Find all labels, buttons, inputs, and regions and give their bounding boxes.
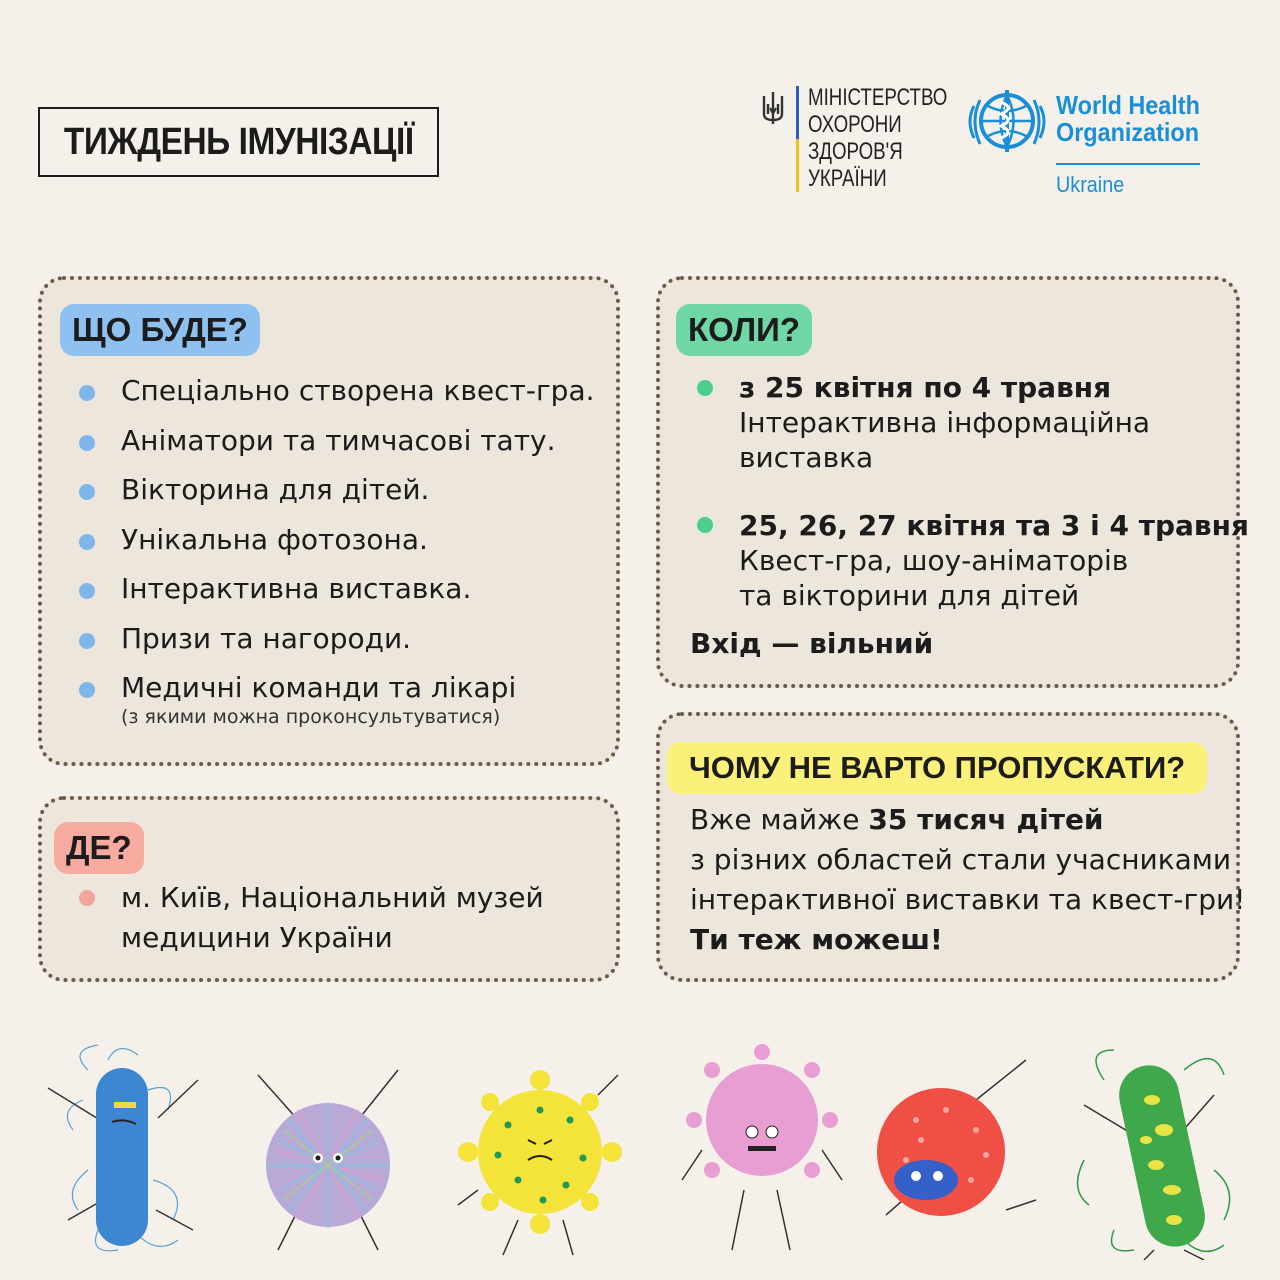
where-text [121, 878, 544, 958]
list-item [121, 671, 595, 728]
when-entry-line: Квест-гра, шоу-аніматорів [739, 544, 1129, 577]
where-line: м. Київ, Національний музей [121, 881, 544, 914]
bullet-dot-icon [79, 583, 95, 599]
why-heading [667, 742, 1207, 794]
who-country: Ukraine [1056, 172, 1125, 197]
where-heading: ДЕ? [54, 822, 144, 874]
who-logo [966, 86, 1206, 200]
list-item [121, 374, 595, 424]
red-virus-icon [866, 1040, 1046, 1260]
entry-note: Вхід — вільний [690, 627, 934, 660]
bullet-dot-icon [79, 385, 95, 401]
trident-icon [760, 90, 786, 126]
bullet-dot-icon [79, 534, 95, 550]
who-divider [1056, 163, 1200, 165]
why-line [690, 800, 1245, 840]
why-line-text: Вже майже [690, 803, 869, 836]
bullet-dot-icon [697, 380, 713, 396]
when-entry [739, 508, 1249, 613]
when-entry-dates: з 25 квітня по 4 травня [739, 371, 1112, 404]
bullet-dot-icon [697, 517, 713, 533]
ministry-name-line: ОХОРОНИ [808, 111, 902, 138]
list-item [121, 572, 595, 622]
where-line: медицини України [121, 921, 393, 954]
when-entry-line: виставка [739, 441, 874, 474]
why-highlight: 35 тисяч дітей [868, 803, 1104, 836]
list-item-text: Вікторина для дітей. [121, 473, 430, 506]
why-heading-text: ЧОМУ НЕ ВАРТО ПРОПУСКАТИ? [689, 750, 1186, 785]
why-cta: Ти теж можеш! [690, 923, 943, 956]
what-heading: ЩО БУДЕ? [60, 304, 260, 356]
when-heading: КОЛИ? [676, 304, 812, 356]
list-item-note: (з якими можна проконсультуватися) [121, 706, 501, 728]
when-entry [739, 370, 1150, 475]
list-item [121, 473, 595, 523]
who-emblem-icon [966, 86, 1048, 156]
ministry-name-line: УКРАЇНИ [808, 165, 887, 192]
list-item-text: Призи та нагороди. [121, 621, 412, 655]
ministry-name [808, 84, 947, 192]
why-line: з різних областей стали учасниками [690, 843, 1232, 876]
bullet-dot-icon [79, 633, 95, 649]
list-item-text: Інтерактивна виставка. [121, 572, 472, 605]
pink-virus-icon [672, 1040, 852, 1260]
when-entry-line: та вікторини для дітей [739, 579, 1080, 612]
green-rod-germ-icon [1064, 1040, 1244, 1260]
list-item-text: Медичні команди та лікарі [121, 671, 517, 704]
ministry-flag-bar [796, 86, 799, 192]
bullet-dot-icon [79, 484, 95, 500]
page-title: ТИЖДЕНЬ ІМУНІЗАЦІЇ [63, 120, 414, 163]
list-item-text: Аніматори та тимчасові тату. [121, 423, 556, 457]
bullet-dot-icon [79, 890, 95, 906]
yellow-virus-icon [448, 1040, 628, 1260]
list-item [121, 523, 595, 573]
ministry-name-line: ЗДОРОВ'Я [808, 138, 903, 165]
who-name-line: World Health [1056, 90, 1200, 120]
why-line: інтерактивної виставки та квест-гри! [690, 883, 1246, 916]
when-entry-dates: 25, 26, 27 квітня та 3 і 4 травня [739, 509, 1249, 542]
bullet-dot-icon [79, 682, 95, 698]
list-item [121, 622, 595, 672]
ministry-name-line: МІНІСТЕРСТВО [808, 84, 948, 111]
who-name [1056, 92, 1200, 146]
list-item-text: Спеціально створена квест-гра. [121, 374, 595, 407]
bullet-dot-icon [79, 435, 95, 451]
what-list [121, 374, 595, 728]
fuzzy-germ-icon [238, 1040, 418, 1260]
when-entry-line: Інтерактивна інформаційна [739, 406, 1151, 439]
who-name-line: Organization [1056, 117, 1200, 147]
blue-rod-germ-icon [28, 1040, 208, 1260]
page-title-box [38, 107, 439, 177]
list-item-text: Унікальна фотозона. [121, 522, 428, 556]
why-text [690, 800, 1245, 960]
list-item [121, 424, 595, 474]
